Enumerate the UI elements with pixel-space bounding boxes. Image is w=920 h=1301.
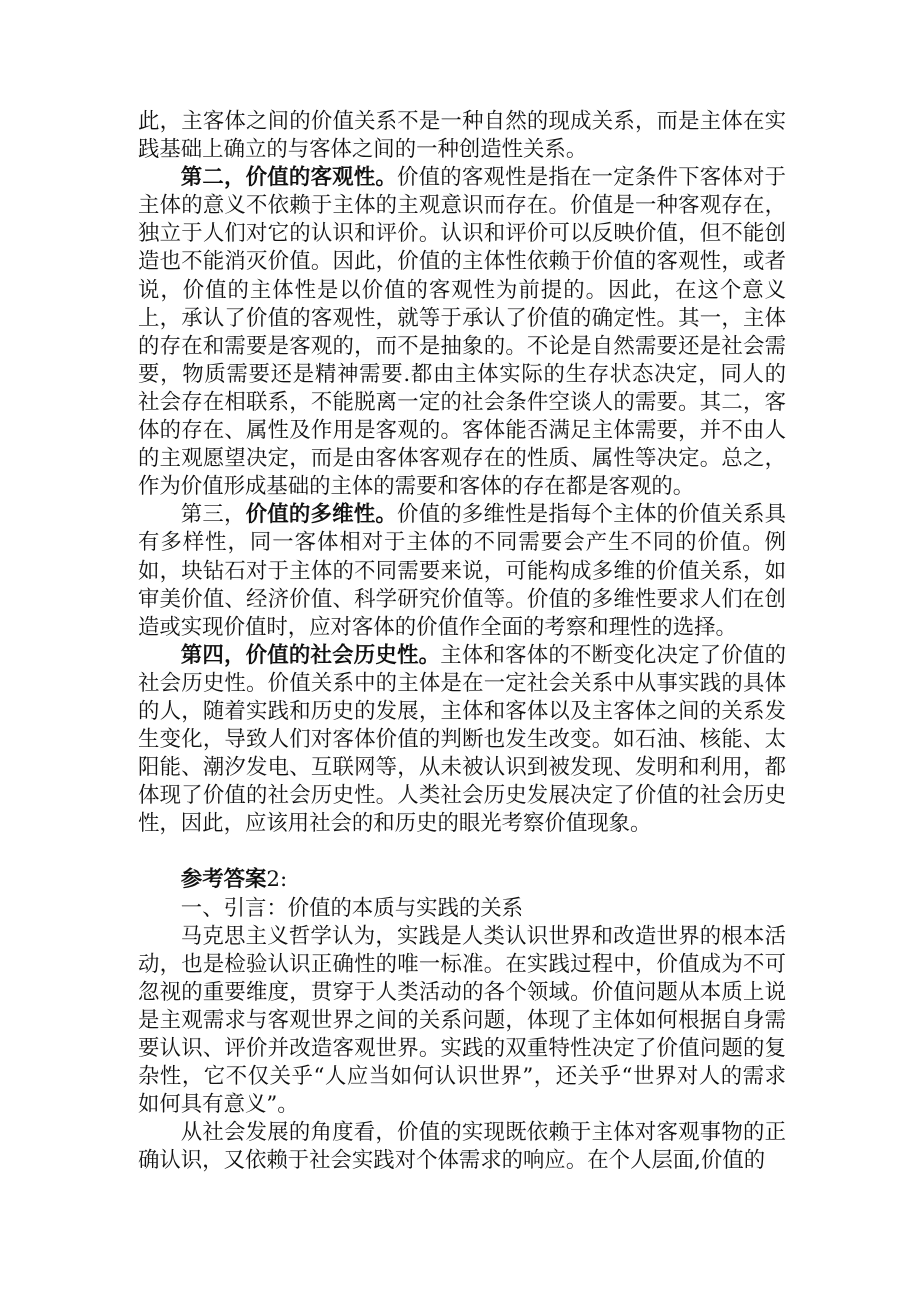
objectivity-heading: 第二，价值的客观性。 [180,165,398,191]
multidimensional-lead: 第三， [180,502,246,528]
section-spacer [138,838,786,866]
answer2-paragraph-2-text: 从社会发展的角度看，价值的实现既依赖于主体对客观事物的正确认识，又依赖于社会实践对个体需求的响应。在个人层面,价值的 [138,1120,786,1174]
objectivity-body: 价值的客观性是指在一定条件下客体对于主体的意义不依赖于主体的主观意识而存在。价值是一种客观存在，独立于人们对它的认识和评价。认识和评价可以反映价值，但不能创造也不能消灭价值。因此，价值的主体性依赖于价值的客观性，或者说，价值的主体性是以价值的客观性为前提的。因此，在这个意义上，承认了价值的客观性，就等于承认了价值的确定性。其一，主体的存在和需要是客观的，而不是抽象的。不论是自然需要还是社会需要，物质需要还是精神需要.都由主体实际的生存状态决定，同人的社会存在相联系，不能脱离一定的社会条件空谈人的需要。其二，客体的存在、属性及作用是客观的。客体能否满足主体需要，并不由人的主观愿望决定，而是由客体客观存在的性质、属性等决定。总之，作为价值形成基础的主体的需要和客体的存在都是客观的。 [138,165,786,500]
multidimensional-paragraph [138,501,786,641]
intro-tail-paragraph [138,108,786,164]
social-historical-paragraph [138,642,786,839]
objectivity-paragraph [138,164,786,501]
multidimensional-body: 价值的多维性是指每个主体的价值关系具有多样性，同一客体相对于主体的不同需要会产生不同的价值。例如，块钻石对于主体的不同需要来说，可能构成多维的价值关系，如审美价值、经济价值、科学研究价值等。价值的多维性要求人们在创造或实现价值时，应对客体的价值作全面的考察和理性的选择。 [138,502,786,640]
section1-title [138,895,786,923]
answer2-paragraph-1-text: 马克思主义哲学认为，实践是人类认识世界和改造世界的根本活动，也是检验认识正确性的唯一标准。在实践过程中，价值成为不可忽视的重要维度，贯穿于人类活动的各个领域。价值问题从本质上说是主观需求与客观世界之间的关系问题，体现了主体如何根据自身需要认识、评价并改造客观世界。实践的双重特性决定了价值问题的复杂性，它不仅关乎“人应当如何认识世界”，还关乎“世界对人的需求如何具有意义”。 [138,923,786,1118]
answer2-paragraph-2 [138,1119,786,1175]
answer2-label [138,866,786,894]
answer2-label-bold: 参考答案 [180,867,267,893]
document-page [138,108,786,1175]
social-historical-body: 主体和客体的不断变化决定了价值的社会历史性。价值关系中的主体是在一定社会关系中从事实践的具体的人，随着实践和历史的发展，主体和客体以及主客体之间的关系发生变化，导致人们对客体价值的判断也发生改变。如石油、核能、太阳能、潮汐发电、互联网等，从未被认识到被发现、发明和利用，都体现了价值的社会历史性。人类社会历史发展决定了价值的社会历史性，因此，应该用社会的和历史的眼光考察价值现象。 [138,642,786,837]
intro-tail-text: 此，主客体之间的价值关系不是一种自然的现成关系，而是主体在实践基础上确立的与客体之间的一种创造性关系。 [138,109,786,163]
answer2-label-rest: 2: [266,867,288,893]
section1-title-text: 一、引言：价值的本质与实践的关系 [180,895,524,921]
multidimensional-heading: 价值的多维性。 [245,502,398,528]
social-historical-heading: 第四，价值的社会历史性。 [180,642,441,668]
answer2-paragraph-1 [138,923,786,1120]
